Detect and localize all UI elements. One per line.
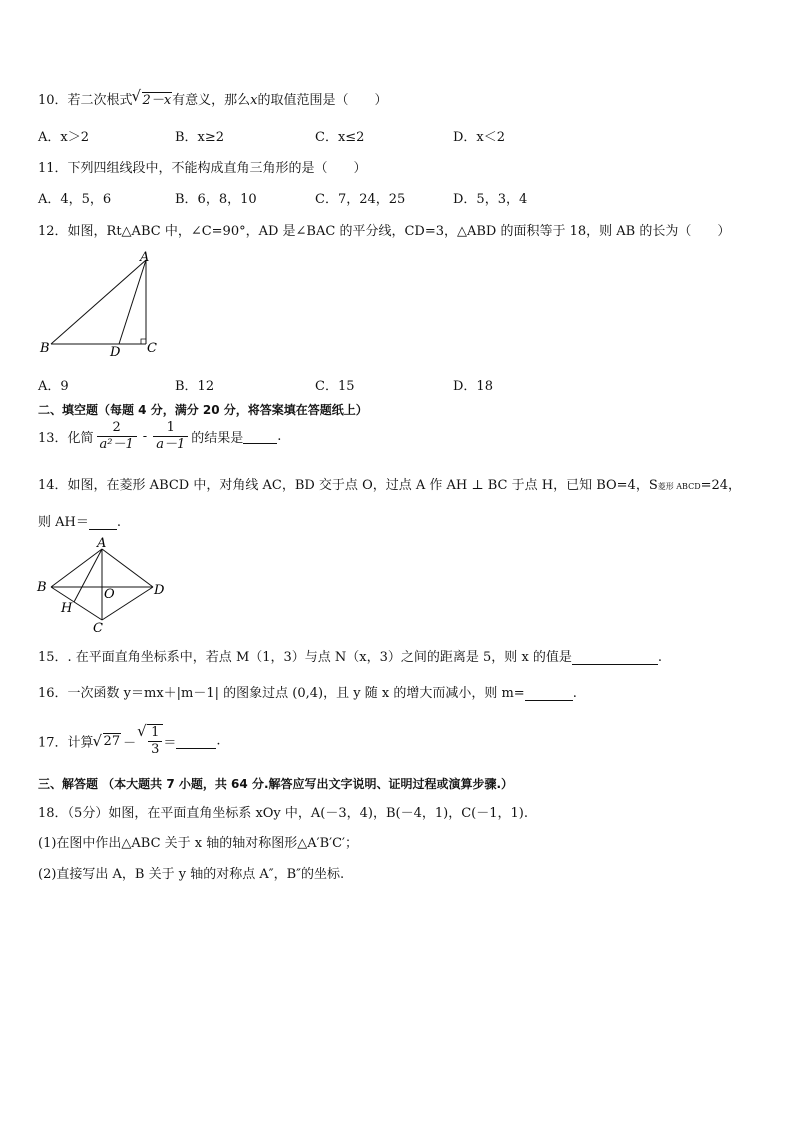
label-d: D — [110, 345, 121, 360]
q12-option-c: C．15 — [315, 379, 355, 394]
question-18-part-2: (2)直接写出 A，B 关于 y 轴的对称点 A″，B″的坐标. — [38, 867, 345, 882]
q11-option-b: B．6，8，10 — [175, 192, 257, 207]
q10-option-c: C．x≤2 — [315, 130, 365, 145]
segment-ah — [74, 549, 102, 602]
fraction-1: $\frac{2}{\text{a²－1}}$ — [97, 420, 137, 453]
question-14: 14．如图，在菱形 ABCD 中，对角线 AC，BD 交于点 O，过点 A 作 AH ⊥ BC 于点 H，已知 BO=4，S菱形 ABCD=24， — [38, 478, 742, 493]
label-a: A — [97, 536, 107, 551]
label-h: H — [61, 601, 73, 616]
q10-prefix: 10．若二次根式 — [38, 93, 133, 108]
label-c: C — [93, 621, 103, 635]
section-3-heading: 三、解答题 （本大题共 7 小题，共 64 分.解答应写出文字说明、证明过程或演算步骤.） — [38, 777, 514, 791]
segment-bc — [51, 587, 102, 620]
question-10: 10．若二次根式√ 2－x有意义，那么x的取值范围是（ ） — [38, 89, 388, 108]
label-d: D — [154, 583, 165, 598]
answer-blank-16 — [525, 686, 573, 701]
question-18-part-1: (1)在图中作出△ABC 关于 x 轴的轴对称图形△A′B′C′； — [38, 836, 359, 851]
sqrt-fraction: √ $\frac{1}{3}$ — [138, 724, 163, 758]
sqrt-27: √ 27 — [94, 734, 122, 749]
q11-option-a: A．4，5，6 — [38, 192, 112, 207]
question-16: 16．一次函数 y＝mx＋|m－1| 的图象过点 (0,4)，且 y 随 x 的增大而减小，则 m= . — [38, 686, 577, 701]
q10-option-b: B．x≥2 — [175, 130, 225, 145]
answer-blank-17 — [176, 734, 216, 749]
question-11: 11．下列四组线段中，不能构成直角三角形的是（ ） — [38, 161, 367, 176]
right-angle-mark — [141, 339, 146, 344]
question-13: 13．化简 $\frac{2}{\text{a²－1}}$ - $\frac{1}{a-1}$ 的结果是 . — [38, 420, 282, 452]
label-c: C — [147, 341, 157, 356]
answer-blank-13 — [243, 429, 277, 444]
label-b: B — [40, 341, 50, 356]
q12-option-b: B．12 — [175, 379, 215, 394]
q12-option-a: A．9 — [38, 379, 69, 394]
question-17: 17．计算√ 27 － √ $\frac{1}{3}$ ＝ . — [38, 724, 221, 758]
q11-option-d: D．5，3，4 — [453, 192, 528, 207]
section-2-heading: 二、填空题（每题 4 分，满分 20 分，将答案填在答题纸上） — [38, 403, 368, 417]
label-b: B — [37, 580, 47, 595]
question-12: 12．如图，Rt△ABC 中，∠C=90°，AD 是∠BAC 的平分线，CD=3，△ABD 的面积等于 18，则 AB 的长为（ ） — [38, 224, 731, 239]
fraction-2: $\frac{1}{a-1}$ — [153, 420, 188, 453]
label-a: A — [140, 250, 150, 265]
question-18: 18．（5分）如图，在平面直角坐标系 xOy 中，A(－3，4)，B(－4，1)，C(－1，1). — [38, 806, 528, 821]
q12-triangle-figure — [36, 250, 166, 360]
answer-blank-14 — [89, 515, 117, 530]
q10-option-d: D．x＜2 — [453, 130, 506, 145]
question-14-line-2: 则 AH＝ . — [38, 515, 121, 530]
q11-option-c: C．7，24，25 — [315, 192, 406, 207]
q12-option-d: D．18 — [453, 379, 493, 394]
q14-rhombus-figure — [34, 535, 174, 635]
segment-ab — [51, 549, 102, 587]
label-o: O — [104, 587, 115, 602]
segment-ab — [51, 260, 146, 344]
answer-blank-15 — [572, 650, 658, 665]
segment-ad — [102, 549, 153, 587]
sqrt-expression: √ 2－x — [133, 89, 173, 108]
question-15: 15．. 在平面直角坐标系中，若点 M（1，3）与点 N（x，3）之间的距离是 5，则 x 的值是 . — [38, 650, 663, 665]
q10-option-a: A．x＞2 — [38, 130, 89, 145]
